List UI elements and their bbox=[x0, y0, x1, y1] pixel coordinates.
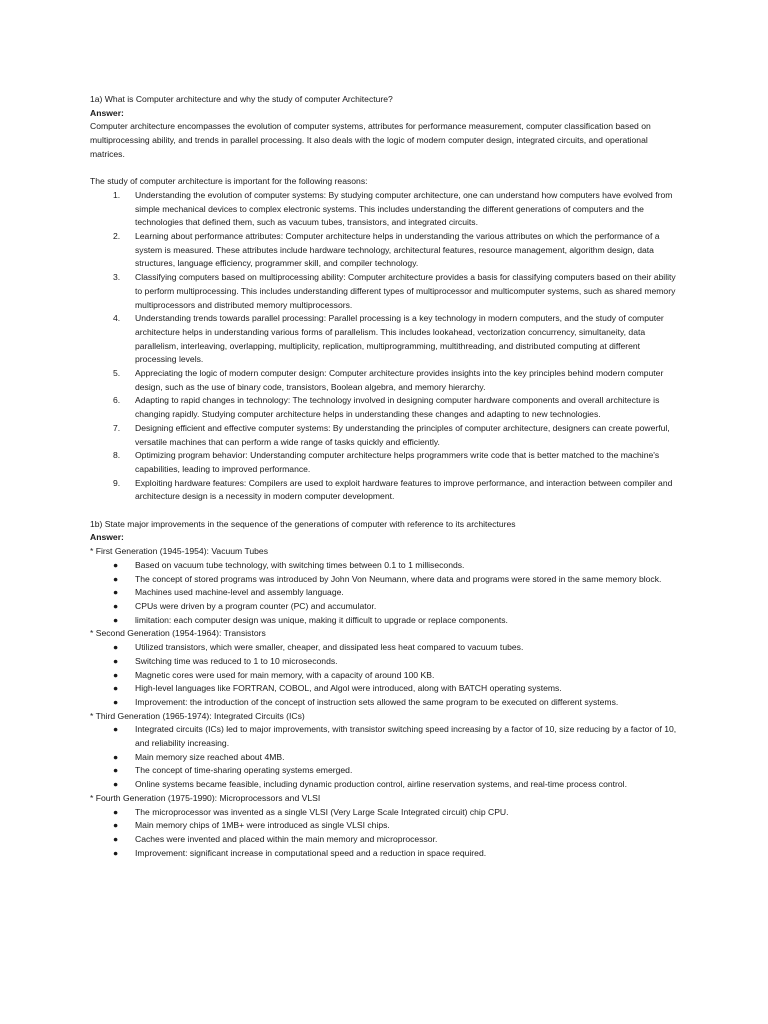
reason-text: Designing efficient and effective computer systems: By understanding the principles of computer architecture, designers can create powerful, versatile machines that can perform a wide range of tasks quickly and efficiently. bbox=[135, 422, 670, 447]
reason-number: 2. bbox=[113, 231, 121, 242]
generation-heading: * Second Generation (1954-1964): Transistors bbox=[90, 628, 266, 639]
bullet-text: Improvement: significant increase in computational speed and a reduction in space required. bbox=[135, 847, 487, 858]
question-1a: 1a) What is Computer architecture and why the study of computer Architecture? bbox=[90, 94, 393, 104]
reason-item bbox=[90, 394, 680, 421]
bullet-item bbox=[90, 669, 680, 683]
bullet-icon: ● bbox=[113, 559, 119, 570]
bullet-icon: ● bbox=[113, 669, 119, 680]
bullet-text: Online systems became feasible, including dynamic production control, airline reservation systems, and real-time process control. bbox=[135, 779, 627, 790]
bullet-icon: ● bbox=[113, 751, 119, 762]
reason-text: Appreciating the logic of modern computer design: Computer architecture provides insights into the key principles behind modern computer design, such as the use of binary code, transistors, Boolean algebra, and memory hierarchy. bbox=[135, 368, 664, 392]
reason-item bbox=[90, 449, 680, 476]
reason-item bbox=[90, 271, 680, 312]
bullet-text: Caches were invented and placed within the main memory and microprocessor. bbox=[135, 833, 438, 844]
reason-number: 3. bbox=[113, 272, 121, 283]
reason-text: Learning about performance attributes: Computer architecture helps in understanding the various attributes on which the performance of a system is measured. These attributes include hardware technology, architectural features, resource management, algorithm design, data structures, language efficiency, programmer skill, and compiler technology. bbox=[135, 231, 660, 269]
spacer bbox=[90, 504, 680, 518]
generation-bullet-list bbox=[90, 723, 680, 792]
bullet-item bbox=[90, 586, 680, 600]
bullet-item bbox=[90, 833, 680, 847]
bullet-text: Integrated circuits (ICs) led to major improvements, with transistor switching speed increasing by a factor of 10, size reducing by a factor of 10, and reliability increasing. bbox=[135, 724, 677, 749]
reason-text: Optimizing program behavior: Understanding computer architecture helps programmers write code that is better matched to the machine's capabilities, leading to improved performance. bbox=[135, 450, 660, 474]
reason-item bbox=[90, 477, 680, 504]
bullet-text: Machines used machine-level and assembly language. bbox=[135, 587, 344, 598]
bullet-icon: ● bbox=[113, 833, 119, 844]
bullet-text: CPUs were driven by a program counter (PC) and accumulator. bbox=[135, 600, 377, 611]
generation-bullet-list bbox=[90, 641, 680, 710]
generation-bullet-list bbox=[90, 806, 680, 861]
reason-text: Classifying computers based on multiprocessing ability: Computer architecture provides a basis for classifying computers based on their ability to perform multiprocessing. This includes understanding different types of multiprocessor and multicomputer systems, such as shared memory multiprocessors and distributed memory multiprocessors. bbox=[135, 272, 676, 310]
bullet-item bbox=[90, 559, 680, 573]
bullet-text: Main memory size reached about 4MB. bbox=[135, 751, 285, 762]
answer-label-1a: Answer: bbox=[90, 107, 124, 118]
bullet-icon: ● bbox=[113, 779, 119, 790]
generation-heading: * First Generation (1945-1954): Vacuum Tubes bbox=[90, 546, 269, 557]
bullet-text: limitation: each computer design was unique, making it difficult to upgrade or replace components. bbox=[135, 614, 508, 625]
bullet-item bbox=[90, 573, 680, 587]
reasons-list bbox=[90, 189, 680, 504]
generation-heading: * Third Generation (1965-1974): Integrated Circuits (ICs) bbox=[90, 710, 305, 721]
reason-item bbox=[90, 422, 680, 449]
reason-number: 1. bbox=[113, 189, 121, 200]
bullet-item bbox=[90, 723, 680, 750]
bullet-icon: ● bbox=[113, 642, 119, 653]
bullet-text: High-level languages like FORTRAN, COBOL, and Algol were introduced, along with BATCH operating systems. bbox=[135, 683, 562, 694]
bullet-text: Utilized transistors, which were smaller, cheaper, and dissipated less heat compared to vacuum tubes. bbox=[135, 642, 524, 653]
answer-label-1b: Answer: bbox=[90, 532, 124, 543]
reason-text: Understanding the evolution of computer systems: By studying computer architecture, one can understand how computers have evolved from simple mechanical devices to complex electronic systems. This includes understanding the different generations of computers and the technologies that defined them, such as vacuum tubes, transistors, and integrated circuits. bbox=[135, 189, 673, 228]
bullet-item bbox=[90, 682, 680, 696]
bullet-icon: ● bbox=[113, 587, 119, 598]
bullet-icon: ● bbox=[113, 806, 119, 817]
bullet-item bbox=[90, 751, 680, 765]
reason-text: Adapting to rapid changes in technology: The technology involved in designing computer hardware components and overall architecture is changing rapidly. Studying computer architecture helps in understanding these changes and adapting to new technologies. bbox=[135, 395, 660, 420]
bullet-item bbox=[90, 806, 680, 820]
bullet-text: The concept of stored programs was introduced by John Von Neumann, where data and programs were stored in the same memory block. bbox=[135, 573, 662, 584]
reasons-intro: The study of computer architecture is important for the following reasons: bbox=[90, 176, 368, 187]
bullet-text: Based on vacuum tube technology, with switching times between 0.1 to 1 milliseconds. bbox=[135, 559, 465, 570]
reason-number: 9. bbox=[113, 477, 121, 488]
reason-number: 8. bbox=[113, 450, 121, 461]
bullet-text: The microprocessor was invented as a single VLSI (Very Large Scale Integrated circuit) chip CPU. bbox=[135, 806, 509, 817]
bullet-icon: ● bbox=[113, 655, 119, 666]
bullet-item bbox=[90, 696, 680, 710]
bullet-icon: ● bbox=[113, 765, 119, 776]
reason-item bbox=[90, 312, 680, 367]
reason-text: Understanding trends towards parallel processing: Parallel processing is a key technology in modern computers, and the study of computer architecture helps in understanding various forms of parallelism. This includes lookahead, vectorization concurrency, simultaneity, data parallelism, interleaving, overlapping, multiplicity, replication, multiprogramming, multithreading, and distributed computing at different processing levels. bbox=[135, 313, 664, 365]
reason-number: 4. bbox=[113, 313, 121, 324]
bullet-item bbox=[90, 614, 680, 628]
bullet-icon: ● bbox=[113, 600, 119, 611]
bullet-icon: ● bbox=[113, 847, 119, 858]
bullet-icon: ● bbox=[113, 696, 119, 707]
generation-bullet-list bbox=[90, 559, 680, 628]
bullet-text: The concept of time-sharing operating systems emerged. bbox=[135, 765, 353, 776]
bullet-icon: ● bbox=[113, 724, 119, 735]
reason-item bbox=[90, 189, 680, 230]
bullet-icon: ● bbox=[113, 573, 119, 584]
reason-number: 6. bbox=[113, 395, 121, 406]
bullet-icon: ● bbox=[113, 614, 119, 625]
bullet-item bbox=[90, 764, 680, 778]
bullet-text: Switching time was reduced to 1 to 10 microseconds. bbox=[135, 655, 338, 666]
bullet-text: Magnetic cores were used for main memory, with a capacity of around 100 KB. bbox=[135, 669, 435, 680]
bullet-text: Improvement: the introduction of the concept of instruction sets allowed the same program to be executed on different systems. bbox=[135, 696, 619, 707]
bullet-text: Main memory chips of 1MB+ were introduced as single VLSI chips. bbox=[135, 820, 390, 831]
generation-heading: * Fourth Generation (1975-1990): Microprocessors and VLSI bbox=[90, 792, 321, 803]
bullet-item bbox=[90, 600, 680, 614]
reason-text: Exploiting hardware features: Compilers are used to exploit hardware features to improve performance, and interaction between compiler and architecture design is a necessity in modern computer development. bbox=[135, 477, 673, 502]
reason-number: 7. bbox=[113, 422, 121, 433]
definition-paragraph: Computer architecture encompasses the evolution of computer systems, attributes for performance measurement, computer classification based on multiprocessing ability, and trends in parallel processing. It also deals with the logic of modern computer design, integrated circuits, and operational matrices. bbox=[90, 121, 651, 159]
generations-section bbox=[90, 545, 680, 860]
reason-item bbox=[90, 230, 680, 271]
bullet-icon: ● bbox=[113, 683, 119, 694]
bullet-item bbox=[90, 641, 680, 655]
reason-number: 5. bbox=[113, 368, 121, 379]
bullet-item bbox=[90, 778, 680, 792]
bullet-item bbox=[90, 847, 680, 861]
spacer bbox=[90, 162, 680, 176]
bullet-item bbox=[90, 655, 680, 669]
document-page bbox=[90, 93, 680, 860]
question-1b: 1b) State major improvements in the sequence of the generations of computer with reference to its architectures bbox=[90, 518, 516, 529]
bullet-item bbox=[90, 819, 680, 833]
bullet-icon: ● bbox=[113, 820, 119, 831]
reason-item bbox=[90, 367, 680, 394]
